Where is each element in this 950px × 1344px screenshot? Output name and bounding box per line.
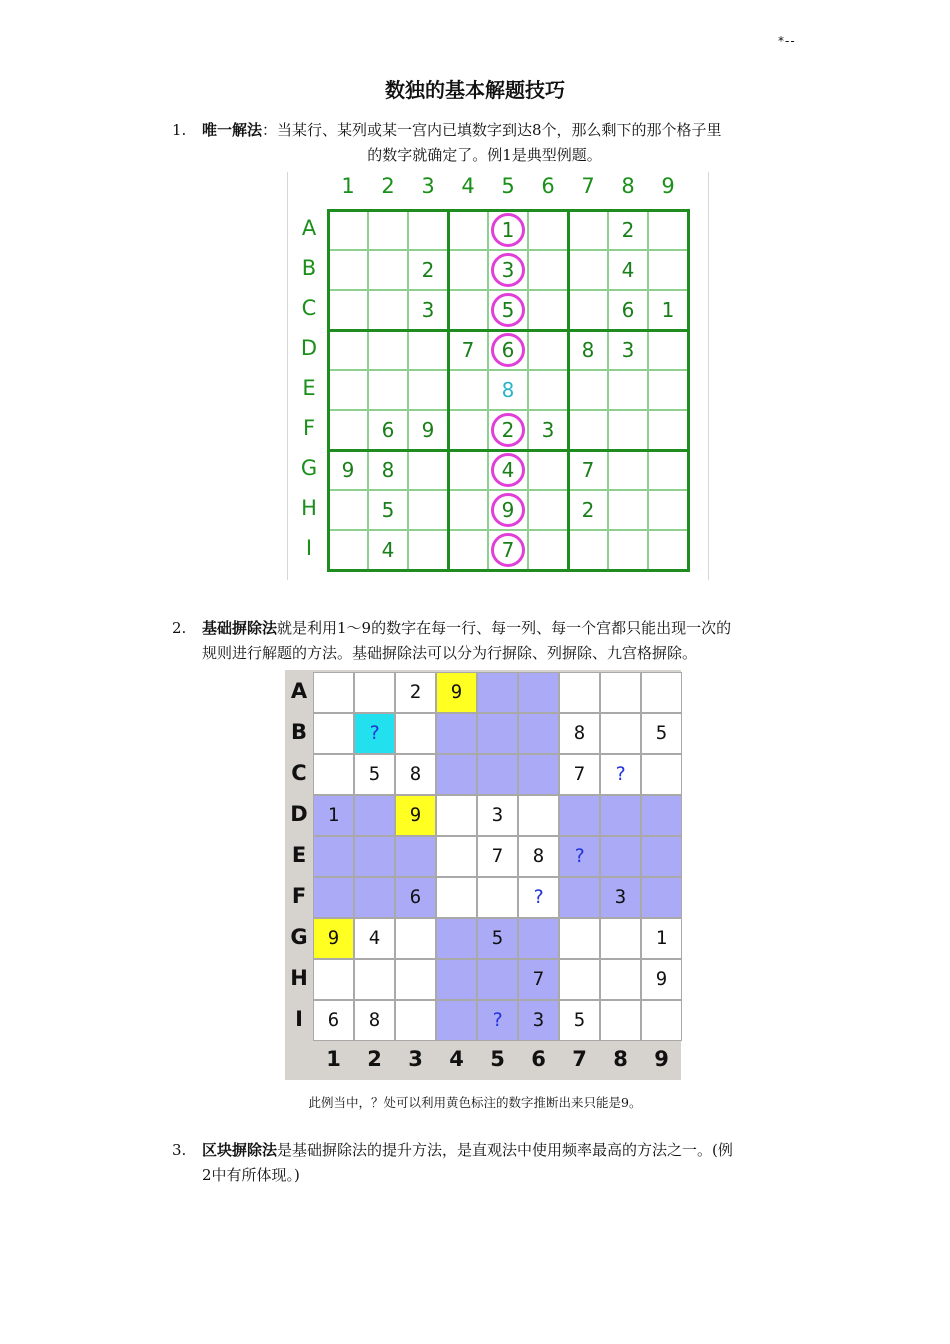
given-digit: 3 xyxy=(421,298,435,322)
grid-cell xyxy=(408,530,448,570)
grid-cell xyxy=(528,290,568,330)
grid-cell xyxy=(641,836,682,877)
section-3 xyxy=(172,1138,797,1188)
row-label: E xyxy=(302,376,316,400)
row-label: H xyxy=(290,966,308,990)
given-digit: 6 xyxy=(409,886,422,908)
row-label: F xyxy=(302,416,316,440)
section-number: 3. xyxy=(172,1141,187,1159)
column-label: 2 xyxy=(381,174,395,198)
column-label: 6 xyxy=(531,1047,546,1071)
grid-cell xyxy=(568,410,608,450)
grid-cell xyxy=(313,959,354,1000)
section-1 xyxy=(172,118,797,168)
grid-cell xyxy=(448,530,488,570)
given-digit: 7 xyxy=(501,538,515,562)
row-label: D xyxy=(290,802,308,826)
grid-cell xyxy=(354,836,395,877)
grid-cell xyxy=(648,370,688,410)
given-digit: 5 xyxy=(655,722,668,744)
grid-cell xyxy=(328,330,368,370)
unknown-marker: ? xyxy=(368,722,381,744)
given-digit: 5 xyxy=(381,498,395,522)
given-digit: 5 xyxy=(491,927,504,949)
grid-cell xyxy=(368,210,408,250)
column-label: 4 xyxy=(461,174,475,198)
given-digit: 9 xyxy=(409,804,422,826)
grid-cell xyxy=(448,210,488,250)
given-digit: 5 xyxy=(573,1009,586,1031)
grid-cell xyxy=(559,672,600,713)
grid-cell xyxy=(648,490,688,530)
section-2 xyxy=(172,616,797,666)
given-digit: 5 xyxy=(501,298,515,322)
grid-cell xyxy=(528,250,568,290)
given-digit: 5 xyxy=(368,763,381,785)
given-digit: 6 xyxy=(381,418,395,442)
given-digit: 9 xyxy=(341,458,355,482)
row-label: E xyxy=(291,843,307,867)
given-digit: 1 xyxy=(661,298,675,322)
given-digit: 2 xyxy=(621,218,635,242)
column-label: 1 xyxy=(341,174,355,198)
grid-cell xyxy=(328,250,368,290)
grid-cell xyxy=(395,836,436,877)
grid-cell xyxy=(395,918,436,959)
grid-cell xyxy=(600,1000,641,1041)
grid-cell xyxy=(648,330,688,370)
grid-cell xyxy=(641,795,682,836)
grid-cell xyxy=(368,250,408,290)
grid-cell xyxy=(608,490,648,530)
given-digit: 8 xyxy=(573,722,586,744)
given-digit: 7 xyxy=(581,458,595,482)
grid-cell xyxy=(600,713,641,754)
grid-cell xyxy=(436,1000,477,1041)
grid-cell xyxy=(477,959,518,1000)
grid-cell xyxy=(518,754,559,795)
given-digit: 8 xyxy=(381,458,395,482)
page-title: 数独的基本解题技巧 xyxy=(385,78,565,102)
grid-cell xyxy=(328,290,368,330)
column-label: 6 xyxy=(541,174,555,198)
grid-cell xyxy=(568,370,608,410)
sudoku-figure-1 xyxy=(287,172,709,580)
column-label: 9 xyxy=(654,1047,669,1071)
section-term: 基础摒除法 xyxy=(202,619,278,637)
section-term: 唯一解法 xyxy=(202,121,263,139)
figure-caption: 此例当中，？处可以利用黄色标注的数字推断出来只能是9。 xyxy=(308,1095,642,1110)
grid-cell xyxy=(648,450,688,490)
grid-cell xyxy=(436,795,477,836)
grid-cell xyxy=(608,410,648,450)
grid-cell xyxy=(600,959,641,1000)
unknown-marker: ? xyxy=(614,763,627,785)
section-term: 区块摒除法 xyxy=(202,1141,278,1159)
grid-cell xyxy=(568,250,608,290)
grid-cell xyxy=(313,877,354,918)
row-label: C xyxy=(301,296,317,320)
grid-cell xyxy=(608,450,648,490)
grid-cell xyxy=(568,210,608,250)
grid-cell xyxy=(518,795,559,836)
grid-cell xyxy=(395,959,436,1000)
grid-cell xyxy=(354,672,395,713)
given-digit: 8 xyxy=(409,763,422,785)
given-digit: 7 xyxy=(532,968,545,990)
grid-cell xyxy=(448,450,488,490)
given-digit: 3 xyxy=(541,418,555,442)
grid-cell xyxy=(568,530,608,570)
solved-digit: 8 xyxy=(501,378,515,402)
section-text-cont: 2中有所体现。) xyxy=(202,1166,300,1184)
grid-cell xyxy=(559,795,600,836)
grid-cell xyxy=(328,370,368,410)
section-text: ：当某行、某列或某一宫内已填数字到达8个，那么剩下的那个格子里 xyxy=(262,121,722,139)
given-digit: 4 xyxy=(621,258,635,282)
given-digit: 6 xyxy=(501,338,515,362)
grid-cell xyxy=(648,210,688,250)
section-text: 是基础摒除法的提升方法，是直观法中使用频率最高的方法之一。(例 xyxy=(277,1141,733,1159)
given-digit: 8 xyxy=(368,1009,381,1031)
given-digit: 2 xyxy=(501,418,515,442)
grid-cell xyxy=(518,672,559,713)
grid-cell xyxy=(328,530,368,570)
column-label: 9 xyxy=(661,174,675,198)
column-label: 3 xyxy=(421,174,435,198)
grid-cell xyxy=(600,672,641,713)
grid-cell xyxy=(436,918,477,959)
grid-cell xyxy=(328,410,368,450)
row-label: G xyxy=(290,925,308,949)
grid-cell xyxy=(528,530,568,570)
grid-cell xyxy=(518,918,559,959)
grid-cell xyxy=(448,250,488,290)
grid-cell xyxy=(328,210,368,250)
grid-cell xyxy=(559,959,600,1000)
grid-cell xyxy=(641,754,682,795)
grid-cell xyxy=(528,210,568,250)
box-border xyxy=(327,449,690,452)
grid-cell xyxy=(408,210,448,250)
given-digit: 7 xyxy=(461,338,475,362)
grid-cell xyxy=(354,959,395,1000)
grid-cell xyxy=(448,290,488,330)
column-label: 5 xyxy=(490,1047,505,1071)
grid-cell xyxy=(641,877,682,918)
grid-cell xyxy=(477,877,518,918)
box-border xyxy=(567,209,570,572)
grid-cell xyxy=(448,410,488,450)
given-digit: 2 xyxy=(421,258,435,282)
given-digit: 3 xyxy=(501,258,515,282)
grid-cell xyxy=(313,754,354,795)
grid-cell xyxy=(408,370,448,410)
row-label: A xyxy=(301,216,317,240)
column-label: 3 xyxy=(408,1047,423,1071)
row-label: D xyxy=(300,336,318,360)
grid-cell xyxy=(408,450,448,490)
given-digit: 2 xyxy=(409,681,422,703)
grid-cell xyxy=(368,370,408,410)
unknown-marker: ? xyxy=(491,1009,504,1031)
row-label: I xyxy=(305,536,313,560)
grid-cell xyxy=(395,713,436,754)
given-digit: 9 xyxy=(450,681,463,703)
column-label: 8 xyxy=(613,1047,628,1071)
grid-cell xyxy=(559,877,600,918)
grid-cell xyxy=(328,490,368,530)
grid-cell xyxy=(436,754,477,795)
given-digit: 8 xyxy=(581,338,595,362)
given-digit: 3 xyxy=(614,886,627,908)
box-border xyxy=(327,209,330,572)
grid-cell xyxy=(436,959,477,1000)
grid-cell xyxy=(408,490,448,530)
given-digit: 3 xyxy=(491,804,504,826)
row-label: I xyxy=(295,1007,303,1031)
row-label: A xyxy=(290,679,308,703)
grid-cell xyxy=(477,672,518,713)
grid-cell xyxy=(641,672,682,713)
grid-cell xyxy=(648,530,688,570)
row-label: B xyxy=(301,256,317,280)
given-digit: 6 xyxy=(621,298,635,322)
grid-cell xyxy=(477,713,518,754)
column-label: 8 xyxy=(621,174,635,198)
row-label: C xyxy=(291,761,307,785)
given-digit: 1 xyxy=(501,218,515,242)
sudoku-figure-2 xyxy=(285,670,681,1080)
given-digit: 4 xyxy=(368,927,381,949)
grid-cell xyxy=(648,250,688,290)
given-digit: 9 xyxy=(655,968,668,990)
grid-cell xyxy=(354,795,395,836)
grid-cell xyxy=(648,410,688,450)
section-text-cont: 的数字就确定了。例1是典型例题。 xyxy=(367,146,602,164)
page-marker: *-- xyxy=(778,34,796,48)
grid-cell xyxy=(528,490,568,530)
given-digit: 7 xyxy=(491,845,504,867)
grid-cell xyxy=(436,713,477,754)
section-text: 就是利用1～9的数字在每一行、每一列、每一个宫都只能出现一次的 xyxy=(277,619,732,637)
grid-cell xyxy=(528,370,568,410)
given-digit: 7 xyxy=(573,763,586,785)
column-label: 2 xyxy=(367,1047,382,1071)
column-label: 7 xyxy=(581,174,595,198)
given-digit: 1 xyxy=(655,927,668,949)
column-label: 1 xyxy=(326,1047,341,1071)
section-number: 1. xyxy=(172,121,187,139)
given-digit: 9 xyxy=(501,498,515,522)
grid-cell xyxy=(448,370,488,410)
grid-cell xyxy=(528,330,568,370)
unknown-marker: ? xyxy=(532,886,545,908)
section-text-cont: 规则进行解题的方法。基础摒除法可以分为行摒除、列摒除、九宫格摒除。 xyxy=(202,644,698,662)
box-border xyxy=(327,569,690,572)
grid-cell xyxy=(559,918,600,959)
given-digit: 3 xyxy=(621,338,635,362)
grid-cell xyxy=(641,1000,682,1041)
grid-cell xyxy=(448,490,488,530)
grid-cell xyxy=(368,290,408,330)
row-label: H xyxy=(301,496,317,520)
grid-cell xyxy=(368,330,408,370)
grid-cell xyxy=(518,713,559,754)
grid-cell xyxy=(313,713,354,754)
box-border xyxy=(327,329,690,332)
grid-cell xyxy=(408,330,448,370)
section-number: 2. xyxy=(172,619,187,637)
given-digit: 1 xyxy=(327,804,340,826)
box-border xyxy=(447,209,450,572)
column-label: 5 xyxy=(501,174,515,198)
column-label: 7 xyxy=(572,1047,587,1071)
grid-cell xyxy=(568,290,608,330)
unknown-marker: ? xyxy=(573,845,586,867)
grid-cell xyxy=(600,795,641,836)
given-digit: 4 xyxy=(501,458,515,482)
grid-cell xyxy=(436,836,477,877)
given-digit: 8 xyxy=(532,845,545,867)
given-digit: 6 xyxy=(327,1009,340,1031)
grid-cell xyxy=(600,836,641,877)
grid-cell xyxy=(354,877,395,918)
given-digit: 2 xyxy=(581,498,595,522)
grid-cell xyxy=(600,918,641,959)
grid-cell xyxy=(608,530,648,570)
box-border xyxy=(687,209,690,572)
given-digit: 9 xyxy=(421,418,435,442)
box-border xyxy=(327,209,690,212)
grid-cell xyxy=(477,754,518,795)
grid-cell xyxy=(436,877,477,918)
row-label: G xyxy=(300,456,318,480)
grid-cell xyxy=(395,1000,436,1041)
row-label: B xyxy=(290,720,307,744)
row-label: F xyxy=(291,884,307,908)
grid-cell xyxy=(313,672,354,713)
given-digit: 3 xyxy=(532,1009,545,1031)
grid-cell xyxy=(313,836,354,877)
grid-cell xyxy=(608,370,648,410)
given-digit: 9 xyxy=(327,927,340,949)
grid-cell xyxy=(528,450,568,490)
given-digit: 4 xyxy=(381,538,395,562)
column-label: 4 xyxy=(449,1047,464,1071)
